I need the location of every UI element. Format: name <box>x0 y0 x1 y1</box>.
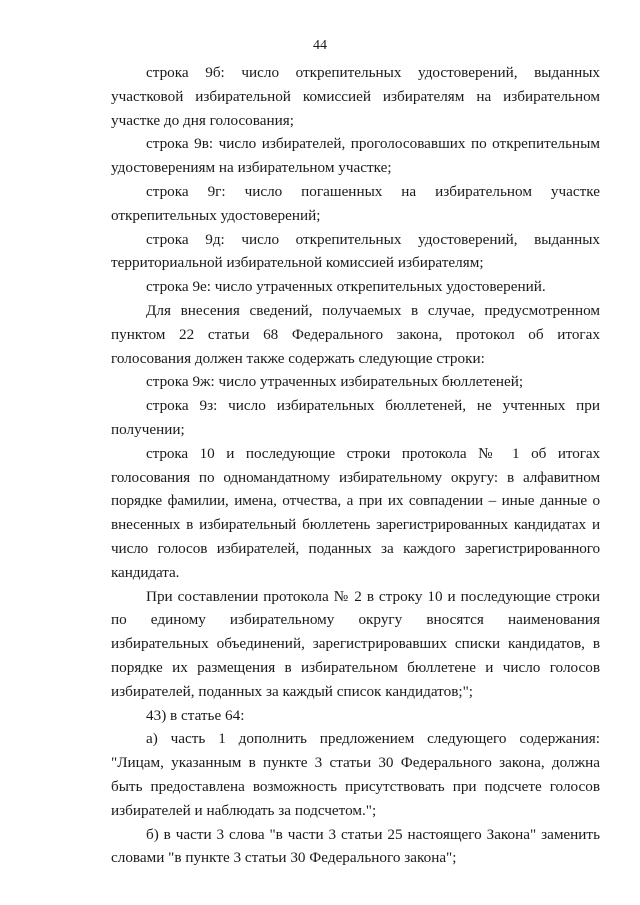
paragraph-item-43-a: а) часть 1 дополнить предложением следующего содержания: "Лицам, указанным в пункте 3 статьи 30 Федерального закона, должна быть предоставлена возможность присутствовать при подсчете голосов избирателей и наблюдать за подсчетом."; <box>111 730 600 819</box>
paragraph-line-10: строка 10 и последующие строки протокола № 1 об итогах голосования по одномандатному избирательному округу: в алфавитном порядке фамилии, имена, отчества, а при их совпадении – иные данные о внесенных в избирательный бюллетень зарегистрированных кандидатах и число голосов избирателей, поданных за каждого зарегистрированного кандидата. <box>111 444 600 581</box>
paragraph-item-43-b: б) в части 3 слова "в части 3 статьи 25 настоящего Закона" заменить словами "в пункте 3 статьи 30 Федерального закона"; <box>111 825 600 867</box>
paragraph-line-9e: строка 9е: число утраченных открепительных удостоверений. <box>146 278 546 296</box>
document-body <box>111 61 600 870</box>
paragraph-item-43: 43) в статье 64: <box>146 706 245 724</box>
paragraph-line-9v: строка 9в: число избирателей, проголосовавших по открепительным удостоверениям на избирательном участке; <box>111 135 600 177</box>
paragraph-line-9g: строка 9г: число погашенных на избирательном участке открепительных удостоверений; <box>111 182 600 224</box>
page-number: 44 <box>313 38 327 53</box>
paragraph-line-9b: строка 9б: число открепительных удостоверений, выданных участковой избирательной комиссией избирателям на избирательном участке до дня голосования; <box>111 64 600 129</box>
paragraph-line-9zh: строка 9ж: число утраченных избирательных бюллетеней; <box>146 373 524 391</box>
paragraph-additional-lines-intro: Для внесения сведений, получаемых в случае, предусмотренном пунктом 22 статьи 68 Федерального закона, протокол об итогах голосования должен также содержать следующие строки: <box>111 301 600 367</box>
paragraph-line-9d: строка 9д: число открепительных удостоверений, выданных территориальной избирательной комиссией избирателям; <box>111 230 600 272</box>
paragraph-protocol-2: При составлении протокола № 2 в строку 10 и последующие строки по единому избирательному округу вносятся наименования избирательных объединений, зарегистрировавших списки кандидатов, в порядке их размещения в избирательном бюллетене и число голосов избирателей, поданных за каждый список кандидатов;"; <box>111 587 600 700</box>
paragraph-line-9z: строка 9з: число избирательных бюллетеней, не учтенных при получении; <box>111 397 600 438</box>
